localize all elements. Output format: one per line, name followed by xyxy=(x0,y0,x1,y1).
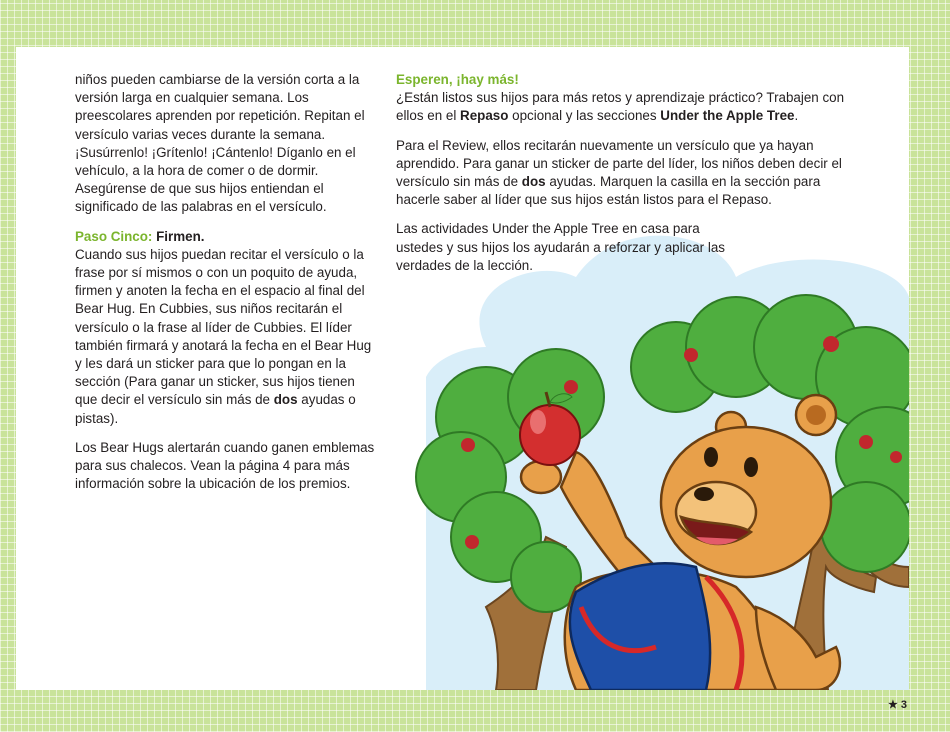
left-paragraph-2-bold: dos xyxy=(273,392,298,408)
right-paragraph-1-end: . xyxy=(794,108,799,124)
left-paragraph-3: Los Bear Hugs alertarán cuando ganen emblemas para sus chalecos. Vean la página 4 para más información sobre la ubicación de los premios. xyxy=(75,439,375,492)
right-paragraph-1 xyxy=(396,89,856,125)
right-paragraph-1-bold-repaso: Repaso xyxy=(460,108,509,124)
right-paragraph-2-text: Para el Review, ellos recitarán nuevamente un versículo que ya hayan aprendido. Para ganar un sticker de parte del líder, los niños deben decir el versículo sin más de xyxy=(396,137,842,190)
right-paragraph-1-mid: opcional y las secciones xyxy=(512,108,657,124)
right-paragraph-3: Las actividades Under the Apple Tree en casa para ustedes y sus hijos los ayudarán a reforzar y aplicar las verdades de la lección. xyxy=(396,221,725,273)
page-number: ★ 3 xyxy=(888,699,908,711)
left-paragraph-2-text: Cuando sus hijos puedan recitar el versículo o la frase por sí mismos o con un poquito de ayuda, firmen y anoten la fecha en el espacio al final del Bear Hug. En Cubbies, sus niños recitarán el versículo o la frase al líder de Cubbies. El líder también firmará y anotará la fecha en el Bear Hug y les dará un sticker para que lo pongan en la sección (Para ganar un sticker, sus hijos tienen que decir el versículo sin más de xyxy=(75,246,372,408)
right-column xyxy=(396,71,856,286)
step-title: Firmen. xyxy=(156,228,205,244)
left-paragraph-1: niños pueden cambiarse de la versión corta a la versión larga en cualquier semana. Los preescolares aprenden por repetición. Repitan el versículo varias veces durante la semana. ¡Susúrrenlo! ¡Grítenlo! ¡Cántenlo! Díganlo en el vehículo, a la hora de comer o de dormir. Asegúrense de que sus hijos entiendan el significado de las palabras en el versículo. xyxy=(75,72,365,215)
page xyxy=(16,47,909,690)
left-column xyxy=(75,71,375,504)
right-paragraph-1-bold-apple-tree: Under the Apple Tree xyxy=(660,108,795,124)
right-paragraph-2-end: ayudas. Marquen la casilla en la sección para hacerle saber al líder que sus hijos están listos para el Repaso. xyxy=(396,174,821,208)
step-label: Paso Cinco: xyxy=(75,228,153,244)
right-paragraph-2-bold: dos xyxy=(521,174,546,190)
left-paragraph-2-end: ayudas o pistas). xyxy=(75,392,356,426)
right-paragraph-2 xyxy=(396,137,856,210)
step-five-heading xyxy=(75,228,375,246)
left-paragraph-2 xyxy=(75,246,375,428)
right-heading: Esperen, ¡hay más! xyxy=(396,72,519,87)
right-paragraph-1-text: ¿Están listos sus hijos para más retos y aprendizaje práctico? Trabajen con ellos en el xyxy=(396,90,845,124)
